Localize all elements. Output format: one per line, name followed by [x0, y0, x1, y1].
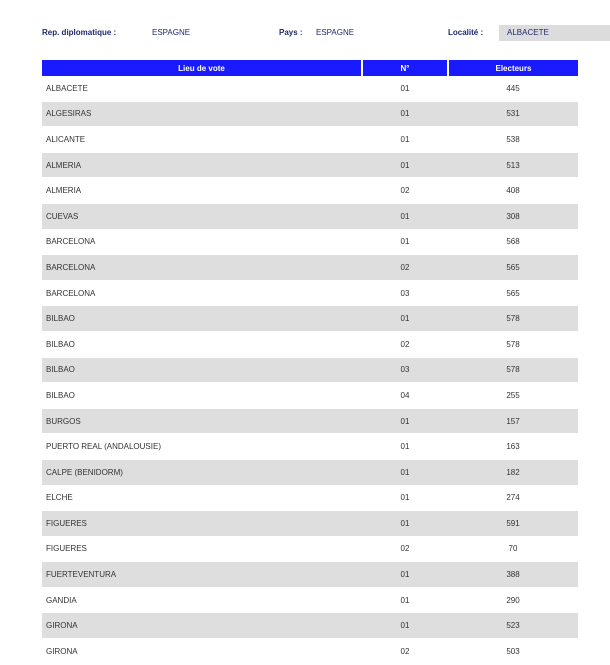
electeurs-cell: 503	[448, 639, 578, 665]
electeurs-cell: 163	[448, 434, 578, 460]
table-row	[42, 459, 578, 485]
table-row	[42, 562, 578, 588]
table-row	[42, 203, 578, 229]
pays-label: Pays :	[279, 28, 303, 37]
lieu-de-vote-cell: ALBACETE	[42, 76, 362, 101]
electeurs-cell: 70	[448, 536, 578, 562]
table-row	[42, 101, 578, 127]
numero-cell: 01	[362, 127, 448, 153]
column-header-electeurs: Electeurs	[448, 60, 578, 76]
numero-cell: 01	[362, 459, 448, 485]
lieu-de-vote-cell: PUERTO REAL (ANDALOUSIE)	[42, 434, 362, 460]
localite-value-box	[499, 25, 610, 41]
electeurs-cell: 388	[448, 562, 578, 588]
electeurs-cell: 565	[448, 255, 578, 281]
lieu-de-vote-cell: BILBAO	[42, 383, 362, 409]
numero-cell: 01	[362, 203, 448, 229]
numero-cell: 02	[362, 536, 448, 562]
lieu-de-vote-cell: ALMERIA	[42, 178, 362, 204]
numero-cell: 01	[362, 101, 448, 127]
numero-cell: 01	[362, 511, 448, 537]
table-row	[42, 511, 578, 537]
pays-value: ESPAGNE	[316, 28, 355, 37]
column-header-lieu: Lieu de vote	[42, 60, 362, 76]
lieu-de-vote-cell: ALMERIA	[42, 152, 362, 178]
table-row	[42, 229, 578, 255]
lieu-de-vote-cell: ALICANTE	[42, 127, 362, 153]
table-row	[42, 639, 578, 665]
localite-value: ALBACETE	[507, 28, 549, 37]
electeurs-cell: 408	[448, 178, 578, 204]
numero-cell: 01	[362, 485, 448, 511]
table-row	[42, 255, 578, 281]
numero-cell: 01	[362, 587, 448, 613]
numero-cell: 01	[362, 562, 448, 588]
electeurs-cell: 591	[448, 511, 578, 537]
lieu-de-vote-cell: BARCELONA	[42, 280, 362, 306]
lieu-de-vote-cell: FIGUERES	[42, 536, 362, 562]
lieu-de-vote-cell: GIRONA	[42, 639, 362, 665]
table-row	[42, 613, 578, 639]
table-row	[42, 408, 578, 434]
electeurs-cell: 565	[448, 280, 578, 306]
electeurs-cell: 274	[448, 485, 578, 511]
electeurs-cell: 568	[448, 229, 578, 255]
lieu-de-vote-cell: ALGESIRAS	[42, 101, 362, 127]
table-row	[42, 152, 578, 178]
table-row	[42, 357, 578, 383]
numero-cell: 02	[362, 639, 448, 665]
numero-cell: 02	[362, 255, 448, 281]
lieu-de-vote-cell: CALPE (BENIDORM)	[42, 459, 362, 485]
table-row	[42, 383, 578, 409]
numero-cell: 02	[362, 178, 448, 204]
lieu-de-vote-cell: BILBAO	[42, 306, 362, 332]
electeurs-cell: 523	[448, 613, 578, 639]
lieu-de-vote-cell: GANDIA	[42, 587, 362, 613]
localite-label: Localité :	[448, 28, 484, 37]
numero-cell: 01	[362, 306, 448, 332]
table-header-row	[42, 60, 578, 76]
column-header-numero: N°	[362, 60, 448, 76]
table-row	[42, 280, 578, 306]
lieu-de-vote-cell: BARCELONA	[42, 255, 362, 281]
document-header	[0, 25, 610, 41]
numero-cell: 02	[362, 331, 448, 357]
numero-cell: 01	[362, 229, 448, 255]
electeurs-cell: 531	[448, 101, 578, 127]
electeurs-cell: 578	[448, 331, 578, 357]
electeurs-cell: 538	[448, 127, 578, 153]
electeurs-cell: 578	[448, 306, 578, 332]
numero-cell: 03	[362, 357, 448, 383]
lieu-de-vote-cell: BARCELONA	[42, 229, 362, 255]
rep-value: ESPAGNE	[152, 28, 191, 37]
lieu-de-vote-cell: ELCHE	[42, 485, 362, 511]
electeurs-cell: 513	[448, 152, 578, 178]
lieu-de-vote-cell: FUERTEVENTURA	[42, 562, 362, 588]
electeurs-cell: 445	[448, 76, 578, 101]
numero-cell: 04	[362, 383, 448, 409]
table-row	[42, 434, 578, 460]
table-row	[42, 127, 578, 153]
table-row	[42, 76, 578, 101]
numero-cell: 01	[362, 434, 448, 460]
numero-cell: 01	[362, 408, 448, 434]
rep-label: Rep. diplomatique :	[42, 28, 117, 37]
lieu-de-vote-cell: CUEVAS	[42, 203, 362, 229]
table-row	[42, 331, 578, 357]
table-row	[42, 306, 578, 332]
numero-cell: 01	[362, 76, 448, 101]
table-row	[42, 587, 578, 613]
electeurs-cell: 182	[448, 459, 578, 485]
lieu-de-vote-cell: FIGUERES	[42, 511, 362, 537]
electeurs-cell: 308	[448, 203, 578, 229]
numero-cell: 03	[362, 280, 448, 306]
electeurs-cell: 255	[448, 383, 578, 409]
numero-cell: 01	[362, 152, 448, 178]
lieu-de-vote-cell: BURGOS	[42, 408, 362, 434]
table-row	[42, 178, 578, 204]
voting-locations-table	[42, 60, 578, 665]
lieu-de-vote-cell: GIRONA	[42, 613, 362, 639]
table-row	[42, 536, 578, 562]
numero-cell: 01	[362, 613, 448, 639]
lieu-de-vote-cell: BILBAO	[42, 331, 362, 357]
lieu-de-vote-cell: BILBAO	[42, 357, 362, 383]
electeurs-cell: 578	[448, 357, 578, 383]
electeurs-cell: 157	[448, 408, 578, 434]
table-row	[42, 485, 578, 511]
electeurs-cell: 290	[448, 587, 578, 613]
